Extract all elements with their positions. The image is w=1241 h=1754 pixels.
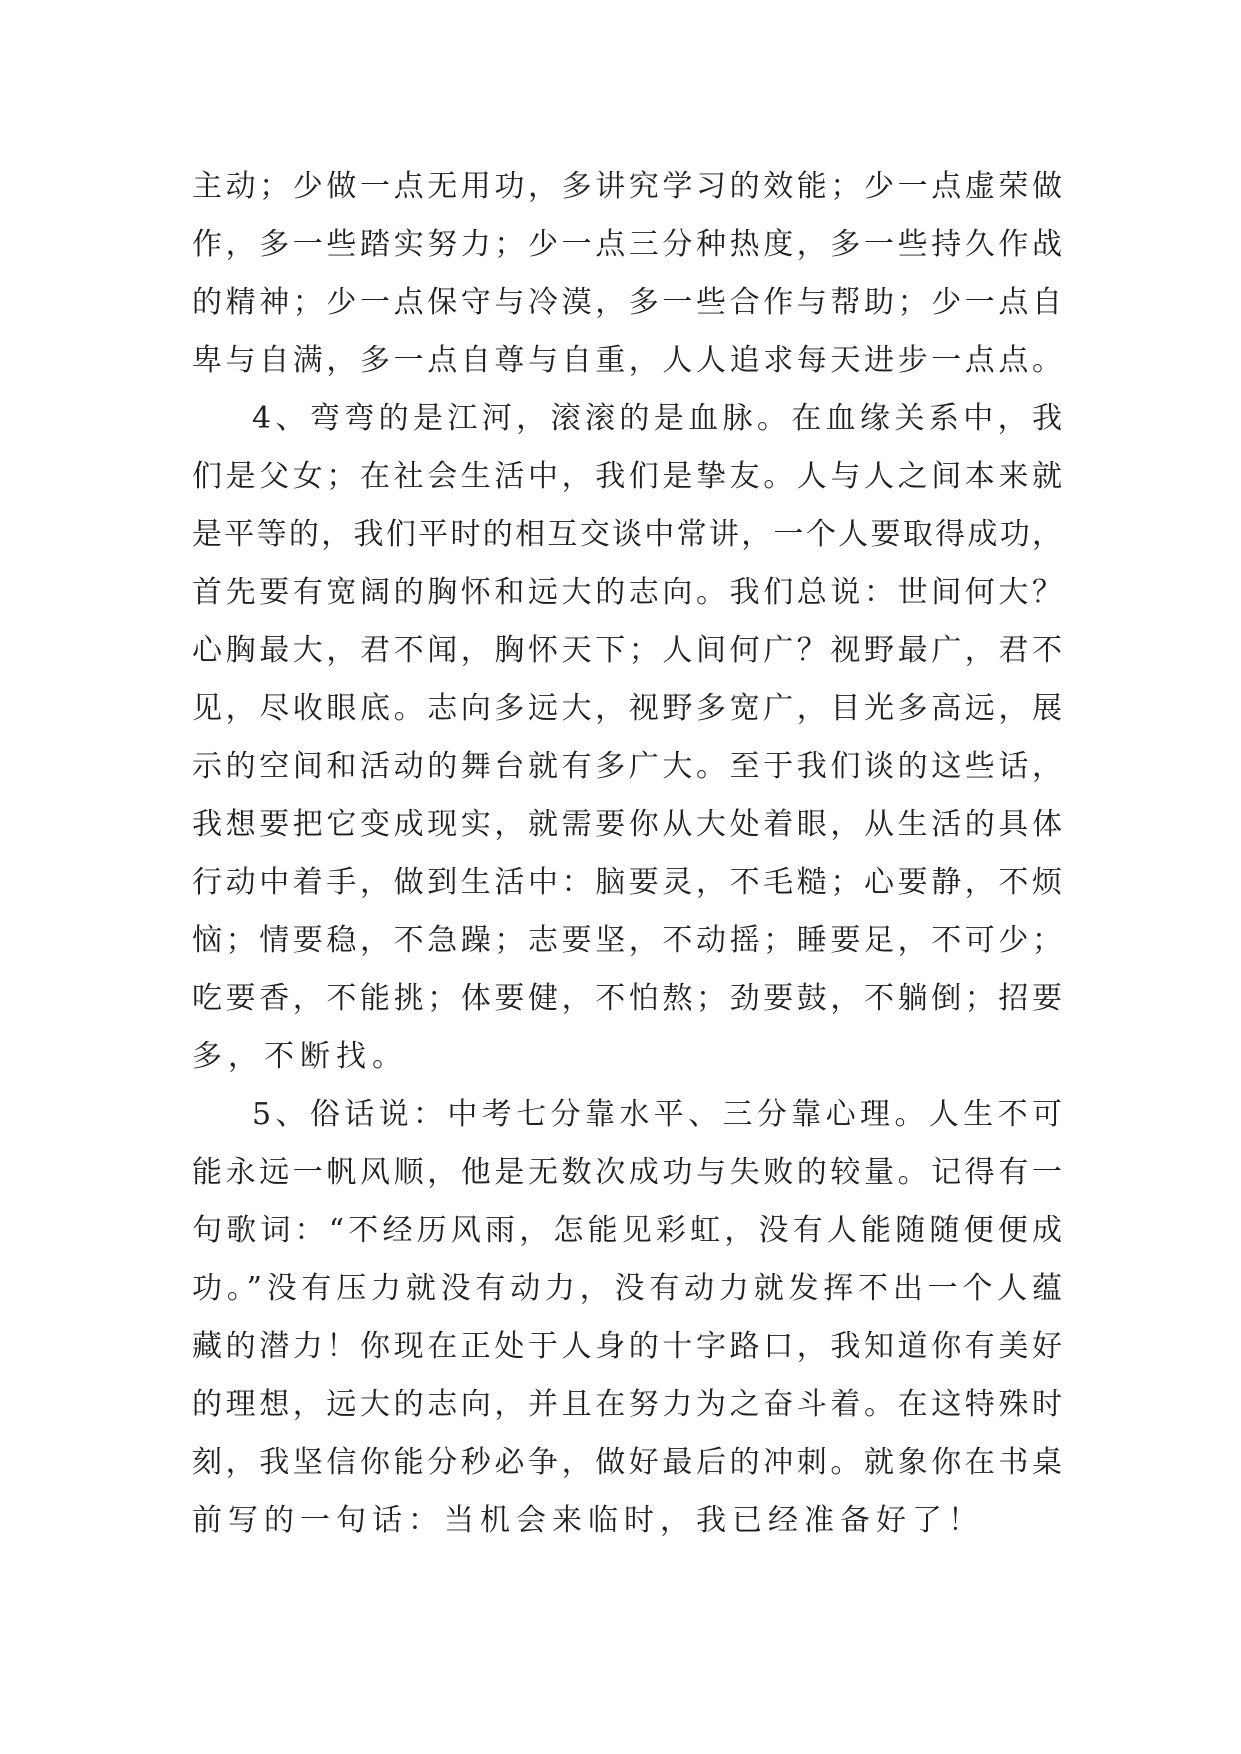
text-line: 刻，我坚信你能分秒必争，做好最后的冲刺。就象你在书桌 xyxy=(192,1445,1062,1480)
document-body xyxy=(192,158,1062,1550)
text-line: 的理想，远大的志向，并且在努力为之奋斗着。在这特殊时 xyxy=(192,1387,1062,1422)
text-line: 作，多一些踏实努力；少一点三分种热度，多一些持久作战 xyxy=(192,227,1062,262)
text-line: 行动中着手，做到生活中：脑要灵，不毛糙；心要静，不烦 xyxy=(192,865,1062,900)
text-line: 句歌词：“不经历风雨，怎能见彩虹，没有人能随随便便成 xyxy=(192,1213,1062,1248)
text-line: 功。”没有压力就没有动力，没有动力就发挥不出一个人蕴 xyxy=(192,1271,1062,1306)
text-line: 主动；少做一点无用功，多讲究学习的效能；少一点虚荣做 xyxy=(192,169,1062,204)
paragraph-5-first-line: 5、俗话说：中考七分靠水平、三分靠心理。人生不可 xyxy=(252,1097,1062,1132)
text-line: 们是父女；在社会生活中，我们是挚友。人与人之间本来就 xyxy=(192,459,1062,494)
text-line: 见，尽收眼底。志向多远大，视野多宽广，目光多高远，展 xyxy=(192,691,1062,726)
text-line: 能永远一帆风顺，他是无数次成功与失败的较量。记得有一 xyxy=(192,1155,1062,1190)
text-line: 首先要有宽阔的胸怀和远大的志向。我们总说：世间何大？ xyxy=(192,575,1062,610)
text-line: 我想要把它变成现实，就需要你从大处着眼，从生活的具体 xyxy=(192,807,1062,842)
text-line: 多，不断找。 xyxy=(192,1039,408,1074)
text-line: 的精神；少一点保守与冷漠，多一些合作与帮助；少一点自 xyxy=(192,285,1062,320)
paragraph-4-first-line: 4、弯弯的是江河，滚滚的是血脉。在血缘关系中，我 xyxy=(252,401,1062,436)
text-line: 吃要香，不能挑；体要健，不怕熬；劲要鼓，不躺倒；招要 xyxy=(192,981,1062,1016)
text-line: 心胸最大，君不闻，胸怀天下；人间何广？视野最广，君不 xyxy=(192,633,1062,668)
text-line: 是平等的，我们平时的相互交谈中常讲，一个人要取得成功， xyxy=(192,517,1062,552)
text-line: 卑与自满，多一点自尊与自重，人人追求每天进步一点点。 xyxy=(192,343,1062,378)
text-line: 藏的潜力！你现在正处于人身的十字路口，我知道你有美好 xyxy=(192,1329,1062,1364)
text-line: 示的空间和活动的舞台就有多广大。至于我们谈的这些话， xyxy=(192,749,1062,784)
text-line: 恼；情要稳，不急躁；志要坚，不动摇；睡要足，不可少； xyxy=(192,923,1062,958)
text-line: 前写的一句话：当机会来临时，我已经准备好了！ xyxy=(192,1503,984,1538)
